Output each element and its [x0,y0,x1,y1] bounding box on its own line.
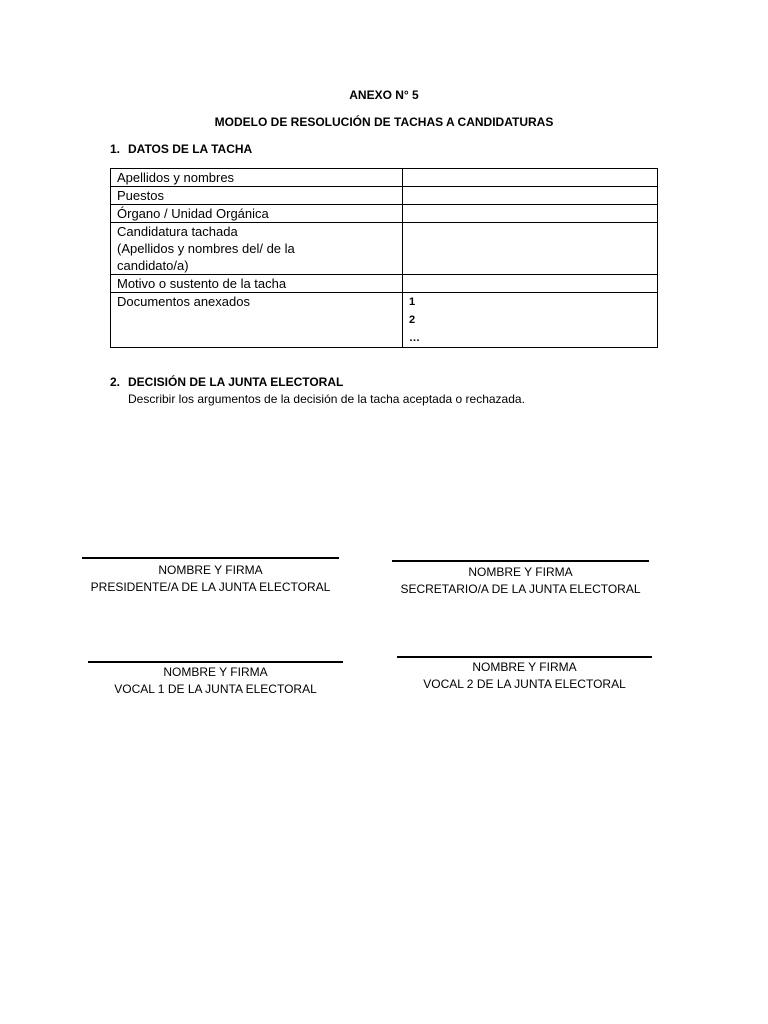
annex-title: ANEXO N° 5 [349,88,419,102]
row-label-motivo: Motivo o sustento de la tacha [111,275,403,293]
candidatura-label-line: Candidatura tachada [117,224,238,239]
signature-block-presidente [82,562,339,596]
candidatura-label-line: candidato/a) [117,258,189,273]
table-row [111,275,658,293]
row-value-motivo[interactable] [403,275,658,293]
candidatura-label-line: (Apellidos y nombres del/ de la [117,241,295,256]
table-row [111,293,658,348]
signature-role-label: VOCAL 1 DE LA JUNTA ELECTORAL [114,682,317,696]
signature-name-label: NOMBRE Y FIRMA [163,665,268,679]
signature-name-label: NOMBRE Y FIRMA [472,660,577,674]
document-item: … [409,332,420,344]
table-row [111,205,658,223]
signature-role-label: SECRETARIO/A DE LA JUNTA ELECTORAL [400,582,641,596]
section-2-heading [110,375,343,389]
signature-line-secretario [392,560,649,562]
document-item: 2 [409,314,416,326]
signature-name-label: NOMBRE Y FIRMA [468,565,573,579]
signature-line-presidente [82,557,339,559]
signature-block-vocal-1 [88,664,343,698]
document-title: MODELO DE RESOLUCIÓN DE TACHAS A CANDIDATURAS [214,115,554,129]
row-label-candidatura [111,223,403,275]
table-row [111,169,658,187]
document-item: 1 [409,296,416,308]
signature-line-vocal-1 [88,661,343,663]
section-2-title: DECISIÓN DE LA JUNTA ELECTORAL [128,375,344,389]
tacha-data-table [110,168,658,348]
row-label-apellidos: Apellidos y nombres [111,169,403,187]
signature-name-label: NOMBRE Y FIRMA [158,563,263,577]
table-row [111,223,658,275]
signature-role-label: VOCAL 2 DE LA JUNTA ELECTORAL [423,677,626,691]
section-2-number: 2. [110,375,121,389]
row-value-candidatura[interactable] [403,223,658,275]
section-1-heading [110,142,252,156]
row-value-organo[interactable] [403,205,658,223]
row-label-puestos: Puestos [111,187,403,205]
signature-role-label: PRESIDENTE/A DE LA JUNTA ELECTORAL [90,580,331,594]
row-label-organo: Órgano / Unidad Orgánica [111,205,403,223]
signature-block-secretario [392,564,649,598]
signature-line-vocal-2 [397,656,652,658]
table-row [111,187,658,205]
section-2-description: Describir los argumentos de la decisión de la tacha aceptada o rechazada. [128,392,525,406]
section-1-title: DATOS DE LA TACHA [128,142,253,156]
row-value-apellidos[interactable] [403,169,658,187]
row-value-documentos[interactable] [403,293,658,348]
row-value-puestos[interactable] [403,187,658,205]
row-label-documentos: Documentos anexados [111,293,403,348]
section-1-number: 1. [110,142,121,156]
signature-block-vocal-2 [397,659,652,693]
